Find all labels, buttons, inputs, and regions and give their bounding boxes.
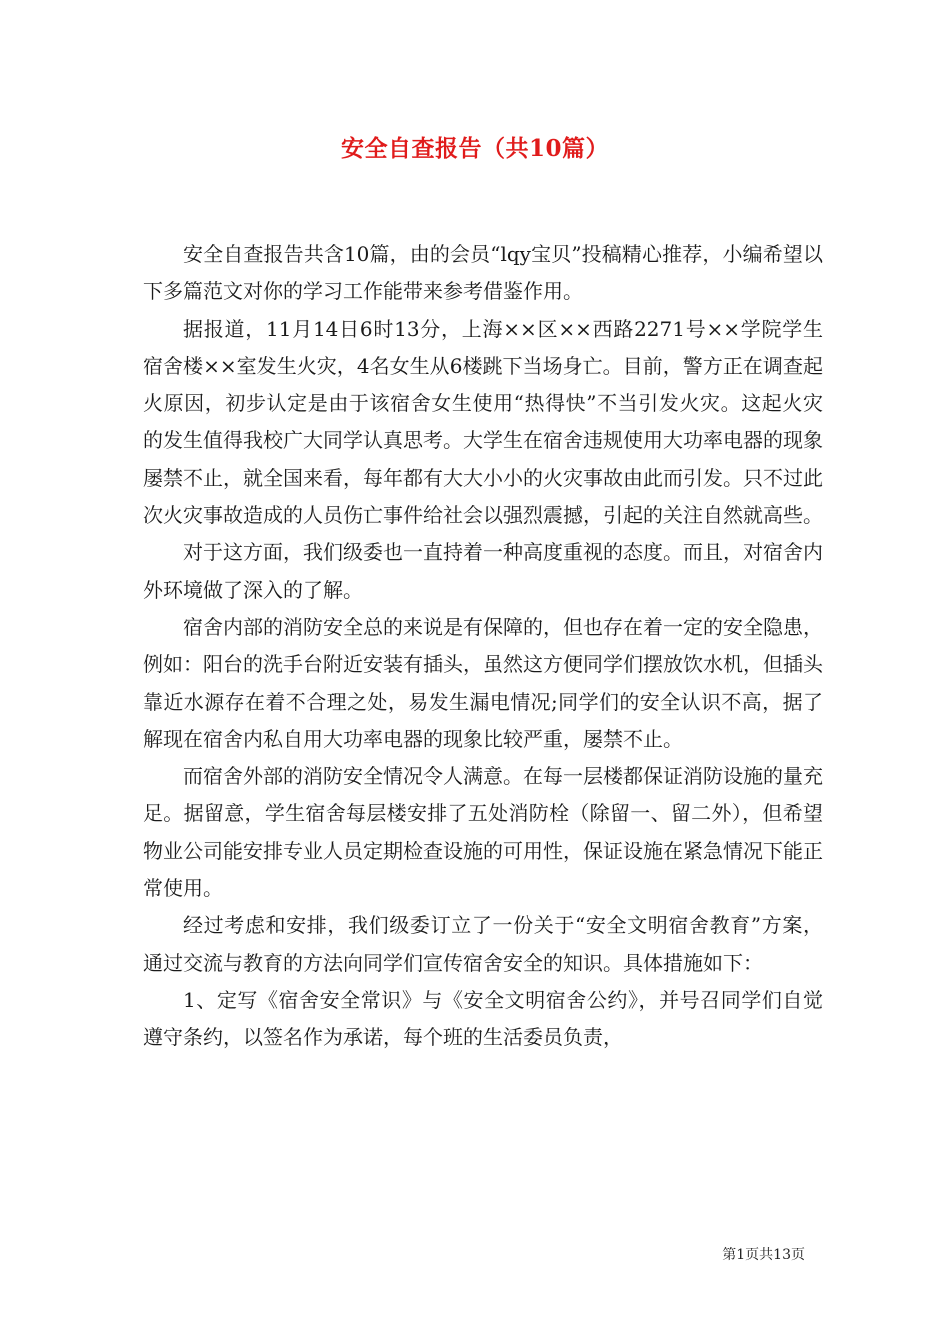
document-title: 安全自查报告（共10篇） bbox=[340, 135, 609, 162]
paragraph-measure-1: 1、定写《宿舍安全常识》与《安全文明宿舍公约》，并号召同学们自觉遵守条约，以签名作为承诺，每个班的生活委员负责， bbox=[143, 987, 823, 1050]
document-body bbox=[143, 236, 823, 1057]
page-number: 第1页共13页 bbox=[722, 1247, 805, 1263]
paragraph-internal-safety: 宿舍内部的消防安全总的来说是有保障的，但也存在着一定的安全隐患，例如：阳台的洗手台附近安装有插头，虽然这方便同学们摆放饮水机，但插头靠近水源存在着不合理之处，易发生漏电情况;同学们的安全认识不高，据了解现在宿舍内私自用大功率电器的现象比较严重，屡禁不止。 bbox=[143, 614, 823, 751]
paragraph-intro: 安全自查报告共含10篇，由的会员“lqy宝贝”投稿精心推荐，小编希望以下多篇范文对你的学习工作能带来参考借鉴作用。 bbox=[143, 242, 823, 304]
paragraph-external-safety: 而宿舍外部的消防安全情况令人满意。在每一层楼都保证消防设施的量充足。据留意，学生宿舍每层楼安排了五处消防栓（除留一、留二外），但希望物业公司能安排专业人员定期检查设施的可用性，保证设施在紧急情况下能正常使用。 bbox=[143, 764, 823, 901]
paragraph-fire-report: 据报道，11月14日6时13分，上海××区××西路2271号××学院学生宿舍楼××室发生火灾，4名女生从6楼跳下当场身亡。目前，警方正在调查起火原因，初步认定是由于该宿舍女生使用“热得快”不当引发火灾。这起火灾的发生值得我校广大同学认真思考。大学生在宿舍违规使用大功率电器的现象屡禁不止，就全国来看，每年都有大大小小的火灾事故由此而引发。只不过此次火灾事故造成的人员伤亡事件给社会以强烈震撼，引起的关注自然就高些。 bbox=[143, 316, 823, 528]
paragraph-plan: 经过考虑和安排，我们级委订立了一份关于“安全文明宿舍教育”方案，通过交流与教育的方法向同学们宣传宿舍安全的知识。具体措施如下： bbox=[143, 913, 823, 975]
paragraph-attitude: 对于这方面，我们级委也一直持着一种高度重视的态度。而且，对宿舍内外环境做了深入的了解。 bbox=[143, 540, 823, 602]
